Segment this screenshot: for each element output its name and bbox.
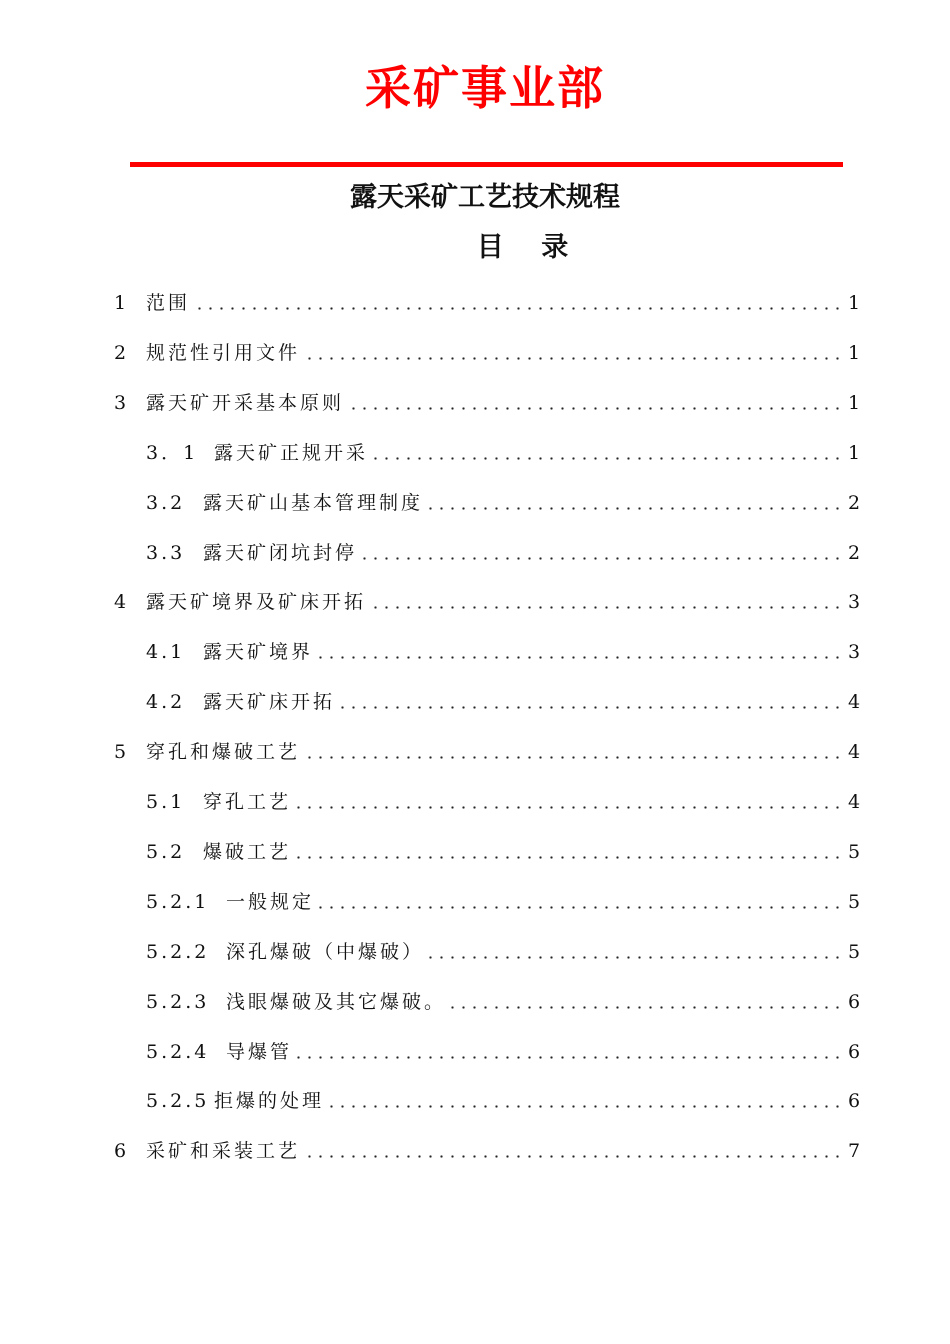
toc-dot-leader (304, 756, 843, 759)
toc-entry-number: 5.2.3 (146, 991, 210, 1013)
toc-entry-page: 2 (847, 542, 861, 564)
toc-dot-leader (304, 357, 843, 360)
toc-dot-leader (450, 1006, 843, 1009)
toc-entry-title: 穿孔工艺 (203, 788, 293, 816)
document-title: 露天采矿工艺技术规程 (350, 182, 620, 213)
toc-entry-page: 3 (847, 591, 861, 613)
toc-entry-page: 4 (847, 791, 861, 813)
department-title: 采矿事业部 (365, 61, 605, 115)
toc-entry-title: 露天矿正规开采 (214, 439, 370, 467)
toc-entry-number: 5.2.4 (146, 1041, 210, 1063)
toc-entry[interactable] (0, 1137, 950, 1165)
toc-entry-title: 露天矿境界及矿床开拓 (146, 588, 368, 616)
toc-entry-title: 浅眼爆破及其它爆破。 (226, 988, 448, 1016)
toc-entry-title: 露天矿境界 (203, 638, 315, 666)
toc-entry-number: 4 (114, 591, 130, 613)
toc-entry-title: 范围 (146, 289, 192, 317)
toc-entry-number: 5 (114, 741, 130, 763)
toc-entry-page: 3 (847, 641, 861, 663)
toc-entry-number: 1 (114, 292, 130, 314)
toc-entry-number: 5.2.2 (146, 941, 210, 963)
toc-entry-page: 1 (847, 342, 861, 364)
toc-entry[interactable] (0, 489, 950, 517)
toc-entry-title: 采矿和采装工艺 (146, 1137, 302, 1165)
toc-entry-title: 穿孔和爆破工艺 (146, 738, 302, 766)
toc-entry-number: 5.1 (146, 791, 186, 813)
toc-entry-title: 露天矿床开拓 (203, 688, 337, 716)
toc-dot-leader (295, 806, 843, 809)
toc-entry[interactable] (0, 688, 950, 716)
toc-entry-title: 露天矿开采基本原则 (146, 389, 346, 417)
toc-entry[interactable] (0, 938, 950, 966)
toc-entry[interactable] (0, 988, 950, 1016)
toc-dot-leader (372, 457, 843, 460)
toc-entry-page: 5 (847, 891, 861, 913)
toc-entry-number: 3 (114, 392, 130, 414)
toc-entry-page: 4 (847, 741, 861, 763)
toc-dot-leader (295, 856, 843, 859)
toc-entry[interactable] (0, 738, 950, 766)
toc-entry-number: 3.2 (146, 492, 186, 514)
toc-dot-leader (318, 906, 843, 909)
toc-dot-leader (304, 1155, 843, 1158)
toc-dot-leader (428, 956, 843, 959)
toc-entry[interactable] (0, 888, 950, 916)
toc-entry-page: 5 (847, 841, 861, 863)
toc-entry[interactable] (0, 788, 950, 816)
toc-entry-title: 露天矿闭坑封停 (203, 539, 359, 567)
toc-entry[interactable] (0, 389, 950, 417)
toc-entry-number: 6 (114, 1140, 130, 1162)
toc-entry-number: 4.1 (146, 641, 186, 663)
toc-dot-leader (296, 1056, 843, 1059)
toc-dot-leader (348, 407, 843, 410)
toc-entry-number: 5.2 (146, 841, 186, 863)
toc-entry[interactable] (0, 838, 950, 866)
toc-entry-page: 1 (847, 442, 861, 464)
toc-entry[interactable] (0, 1087, 950, 1115)
toc-entry-title: 规范性引用文件 (146, 339, 302, 367)
toc-entry-page: 1 (847, 392, 861, 414)
toc-entry[interactable] (0, 339, 950, 367)
toc-entry-page: 1 (847, 292, 861, 314)
toc-entry-number: 4.2 (146, 691, 186, 713)
toc-entry-title: 导爆管 (226, 1038, 294, 1066)
toc-entry-number: 5.2.5 (146, 1090, 210, 1112)
toc-entry[interactable] (0, 1038, 950, 1066)
toc-entry-number: 3.3 (146, 542, 186, 564)
toc-entry-title: 拒爆的处理 (214, 1087, 326, 1115)
toc-entry-page: 2 (847, 492, 861, 514)
toc-entry[interactable] (0, 638, 950, 666)
toc-entry[interactable] (0, 539, 950, 567)
toc-entry-page: 7 (847, 1140, 861, 1162)
toc-entry[interactable] (0, 439, 950, 467)
toc-entry-number: 5.2.1 (146, 891, 210, 913)
toc-entry-title: 深孔爆破（中爆破） (226, 938, 426, 966)
toc-dot-leader (339, 706, 843, 709)
toc-dot-leader (328, 1105, 843, 1108)
toc-entry[interactable] (0, 289, 950, 317)
toc-entry-title: 一般规定 (226, 888, 316, 916)
toc-entry-number: 2 (114, 342, 130, 364)
toc-entry-title: 爆破工艺 (203, 838, 293, 866)
toc-entry-title: 露天矿山基本管理制度 (203, 489, 425, 517)
toc-dot-leader (194, 307, 843, 310)
toc-dot-leader (361, 557, 843, 560)
toc-entry-page: 4 (847, 691, 861, 713)
toc-dot-leader (427, 507, 843, 510)
toc-entry-number: 3．1 (146, 442, 199, 464)
toc-entry-page: 6 (847, 1090, 861, 1112)
toc-entry[interactable] (0, 588, 950, 616)
toc-heading: 目 录 (476, 232, 569, 263)
toc-entry-page: 6 (847, 1041, 861, 1063)
toc-dot-leader (370, 606, 843, 609)
toc-entry-page: 6 (847, 991, 861, 1013)
toc-entry-page: 5 (847, 941, 861, 963)
toc-dot-leader (317, 656, 843, 659)
